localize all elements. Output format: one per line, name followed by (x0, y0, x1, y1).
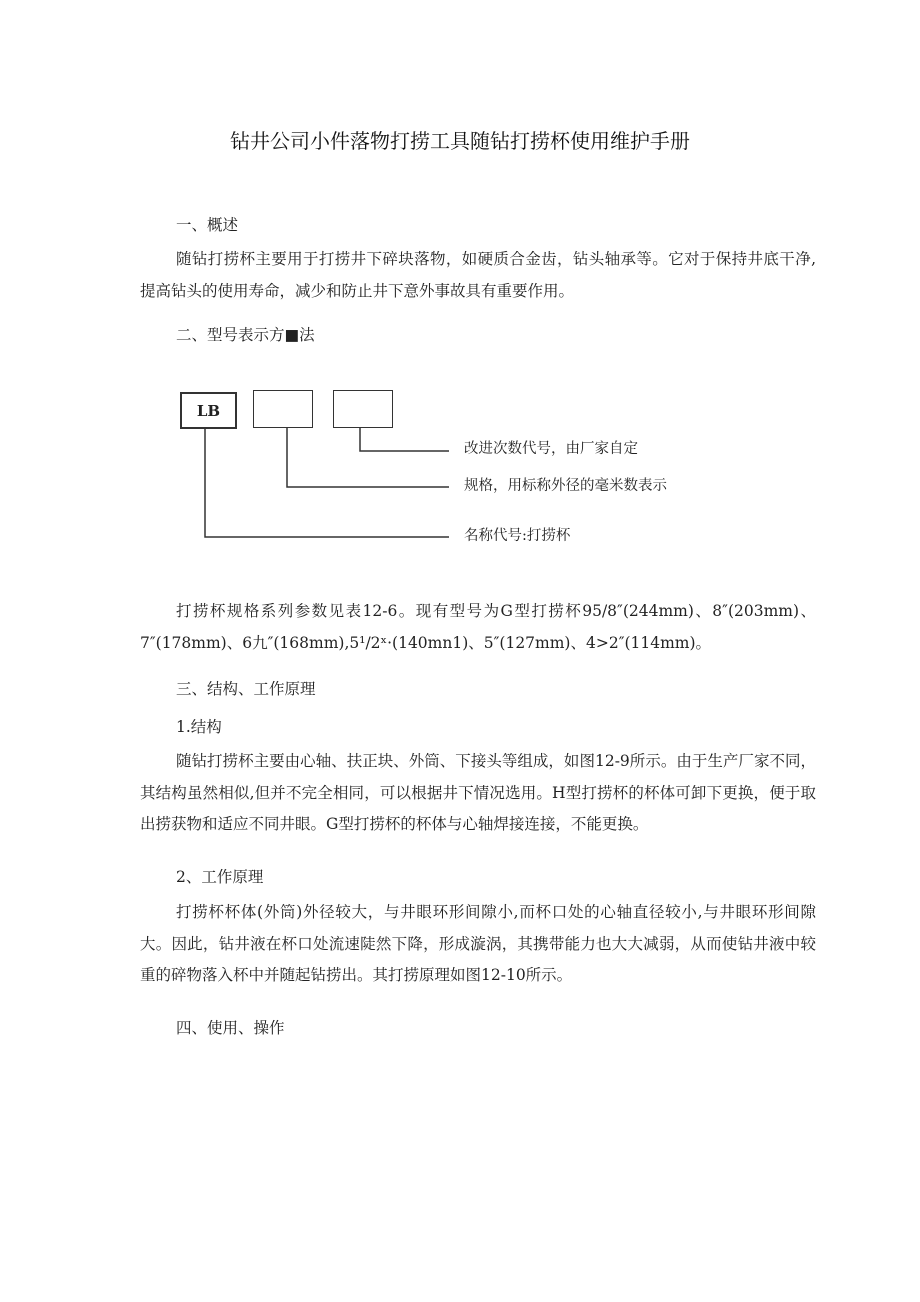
name-code-box: LB (180, 392, 237, 429)
structure-paragraph: 随钻打捞杯主要由心轴、扶正块、外筒、下接头等组成，如图12-9所示。由于生产厂家不同，其结构虽然相似,但并不完全相同，可以根据井下情况选用。H型打捞杯的杯体可卸下更换，便于取出捞获物和适应不同井眼。G型打捞杯的杯体与心轴焊接连接，不能更换。 (140, 752, 816, 833)
subsection-heading-structure: 1.结构 (176, 718, 222, 736)
subsection-heading-principle: 2、工作原理 (176, 868, 264, 886)
revision-label: 改进次数代号，由厂家自定 (464, 441, 638, 457)
spec-box (253, 390, 313, 428)
section-heading-operation: 四、使用、操作 (176, 1019, 285, 1037)
section-heading-structure: 三、结构、工作原理 (176, 680, 316, 698)
principle-paragraph: 打捞杯杯体(外筒)外径较大，与井眼环形间隙小,而杯口处的心轴直径较小,与井眼环形间隙大。因此，钻井液在杯口处流速陡然下降，形成漩涡，其携带能力也大大减弱，从而使钻井液中较重的碎物落入杯中并随起钻捞出。其打捞原理如图12-10所示。 (140, 903, 816, 984)
revision-box (333, 390, 393, 428)
spec-label: 规格，用标称外径的毫米数表示 (464, 478, 667, 494)
name-label: 名称代号:打捞杯 (464, 528, 571, 544)
section-heading-overview: 一、概述 (176, 216, 239, 234)
diagram-connector-lines (0, 0, 920, 600)
document-title: 钻井公司小件落物打捞工具随钻打捞杯使用维护手册 (230, 129, 690, 153)
section-heading-model: 二、型号表示方■法 (176, 326, 315, 344)
overview-paragraph: 随钻打捞杯主要用于打捞井下碎块落物，如硬质合金齿，钻头轴承等。它对于保持井底干净,提高钻头的使用寿命，减少和防止井下意外事故具有重要作用。 (140, 250, 816, 300)
model-paragraph: 打捞杯规格系列参数见表12-6。现有型号为G型打捞杯95/8″(244mm)、8″(203mm)、7″(178mm)、6九″(168mm),5¹/2ˣ·(140mn1)、5″(127mm)、4>2″(114mm)。 (140, 602, 816, 652)
